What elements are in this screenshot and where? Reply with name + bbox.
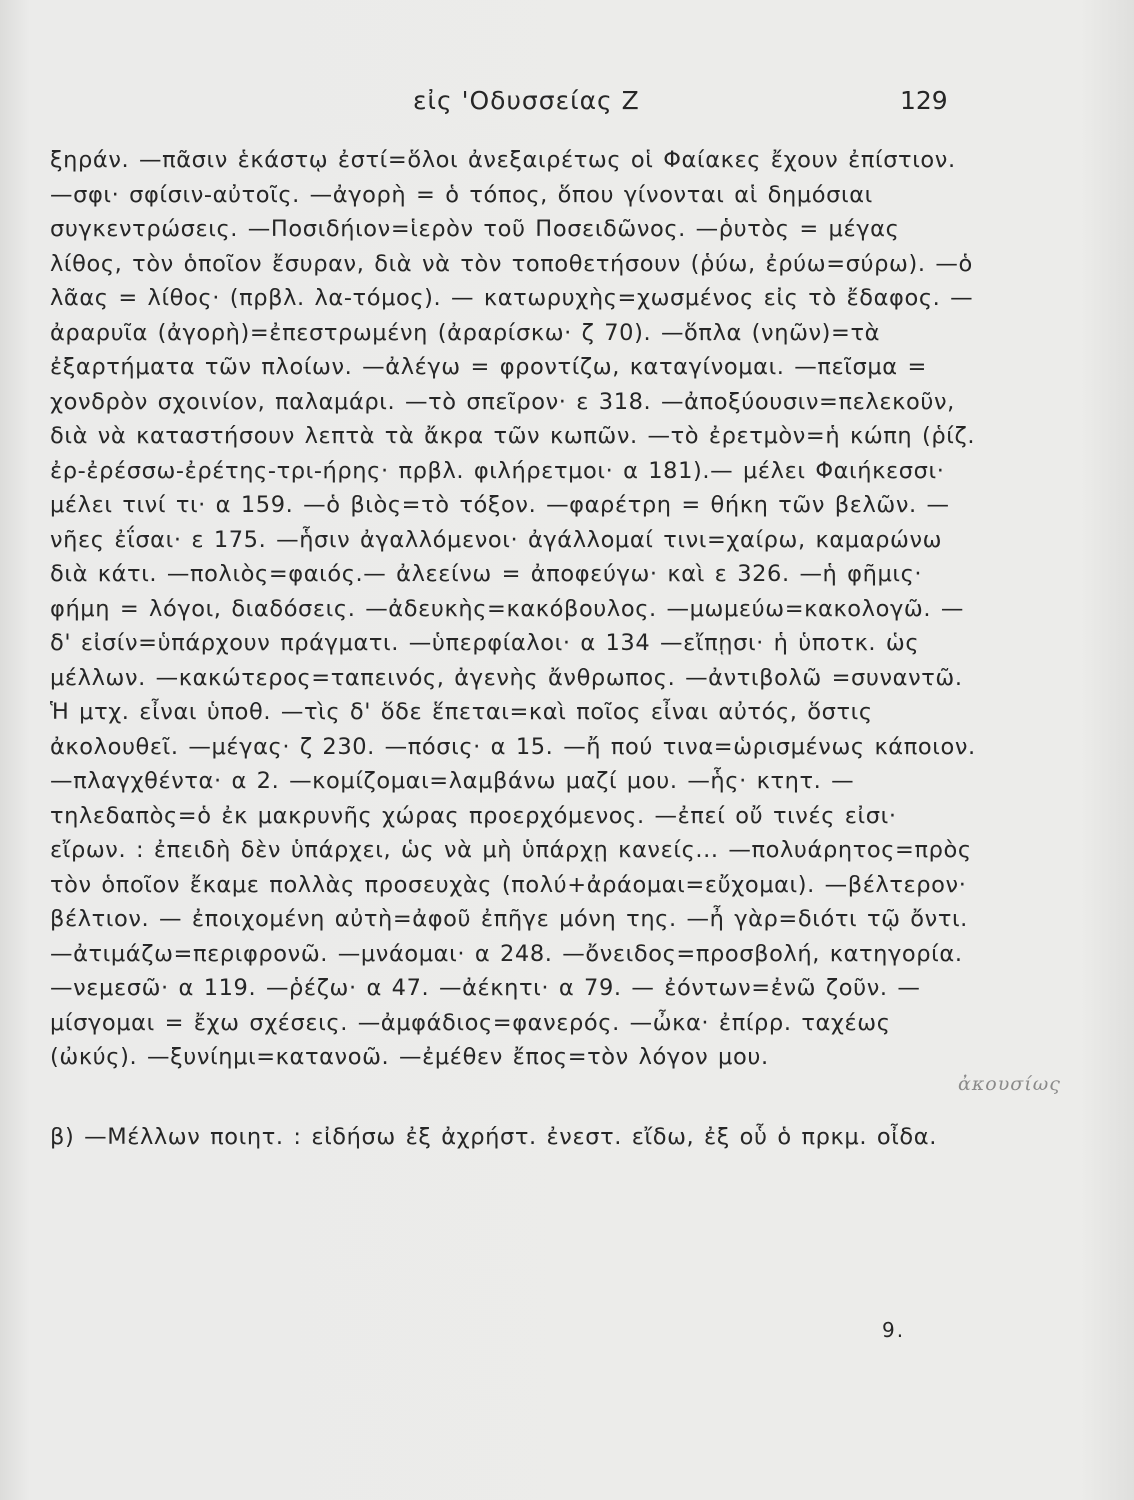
running-header xyxy=(0,86,1134,120)
commentary-paragraph: ξηράν. —πᾶσιν ἑκάστῳ ἐστί=ὅλοι ἀνεξαιρέτως οἱ Φαίακες ἔχουν ἐπίστιον. —σφι· σφίσιν-αὐτοῖς. —ἀγορὴ = ὁ τόπος, ὅπου γίνονται αἱ δημόσιαι συγκεντρώσεις. —Ποσιδήιον=ἱερὸν τοῦ Ποσειδῶνος. —ῥυτὸς = μέγας λίθος, τὸν ὁποῖον ἔσυραν, διὰ νὰ τὸν τοποθετήσουν (ῥύω, ἐρύω=σύρω). —ὁ λᾶας = λίθος· (πρβλ. λα-τόμος). — κατωρυχὴς=χωσμένος εἰς τὸ ἔδαφος. —ἀραρυῖα (ἀγορὴ)=ἐπεστρωμένη (ἀραρίσκω· ζ 70). —ὅπλα (νηῶν)=τὰ ἐξαρτήματα τῶν πλοίων. —ἀλέγω = φροντίζω, καταγίνομαι. —πεῖσμα = χονδρὸν σχοινίον, παλαμάρι. —τὸ σπεῖρον· ε 318. —ἀποξύουσιν=πελεκοῦν, διὰ νὰ καταστήσουν λεπτὰ τὰ ἄκρα τῶν κωπῶν. —τὸ ἐρετμὸν=ἡ κώπη (ῥίζ. ἐρ-ἐρέσσω-ἐρέτης-τρι-ήρης· πρβλ. φιλήρετμοι· α 181).— μέλει Φαιήκεσσι· μέλει τινί τι· α 159. —ὁ βιὸς=τὸ τόξον. —φαρέτρη = θήκη τῶν βελῶν. —νῆες ἐΐσαι· ε 175. —ἧσιν ἀγαλλόμενοι· ἀγάλλομαί τινι=χαίρω, καμαρώνω διὰ κάτι. —πολιὸς=φαιός.— ἀλεείνω = ἀποφεύγω· καὶ ε 326. —ἡ φῆμις· φήμη = λόγοι, διαδόσεις. —ἀδευκὴς=κακόβουλος. —μωμεύω=κακολογῶ. —δ' εἰσίν=ὑπάρχουν πράγματι. —ὑπερφίαλοι· α 134 —εἴπῃσι· ἡ ὑποτκ. ὡς μέλλων. —κακώτερος=ταπεινός, ἀγενὴς ἄνθρωπος. —ἀντιβολῶ =συναντῶ. Ἡ μτχ. εἶναι ὑποθ. —τὶς δ' ὅδε ἕπεται=καὶ ποῖος εἶναι αὐτός, ὅστις ἀκολουθεῖ. —μέγας· ζ 230. —πόσις· α 15. —ἤ πού τινα=ὡρισμένως κάποιον. —πλαγχθέντα· α 2. —κομίζομαι=λαμβάνω μαζί μου. —ἧς· κτητ. —τηλεδαπὸς=ὁ ἐκ μακρυνῆς χώρας προερχόμενος. —ἐπεί οὔ τινές εἰσι· εἴρων. : ἐπειδὴ δὲν ὑπάρχει, ὡς νὰ μὴ ὑπάρχῃ κανείς... —πολυάρητος=πρὸς τὸν ὁποῖον ἔκαμε πολλὰς προσευχὰς (πολύ+ἀράομαι=εὔχομαι). —βέλτερον· βέλτιον. — ἐποιχομένη αὐτὴ=ἀφοῦ ἐπῆγε μόνη της. —ἦ γὰρ=διότι τῷ ὄντι. —ἀτιμάζω=περιφρονῶ. —μνάομαι· α 248. —ὄνειδος=προσβολή, κατηγορία. —νεμεσῶ· α 119. —ῥέζω· α 47. —ἀέκητι· α 79. — ἐόντων=ἐνῶ ζοῦν. —μίσγομαι = ἔχω σχέσεις. —ἀμφάδιος=φανερός. —ὦκα· ἐπίρρ. ταχέως (ὠκύς). —ξυνίημι=κατανοῶ. —ἐμέθεν ἔπος=τὸν λόγον μου. xyxy=(50,147,976,1070)
paragraph-gap xyxy=(50,1075,980,1120)
grammar-note-paragraph: β) —Μέλλων ποιητ. : εἰδήσω ἐξ ἀχρήστ. ἐνεστ. εἴδω, ἐξ οὗ ὁ πρκμ. οἶδα. xyxy=(50,1123,937,1150)
page-number: 129 xyxy=(900,86,948,115)
handwritten-margin-note: ἀκουσίως xyxy=(958,1073,1061,1095)
header-title: εἰς 'Οδυσσείας Ζ xyxy=(413,86,640,115)
commentary-text xyxy=(50,143,980,1154)
signature-mark: 9. xyxy=(882,1318,906,1342)
